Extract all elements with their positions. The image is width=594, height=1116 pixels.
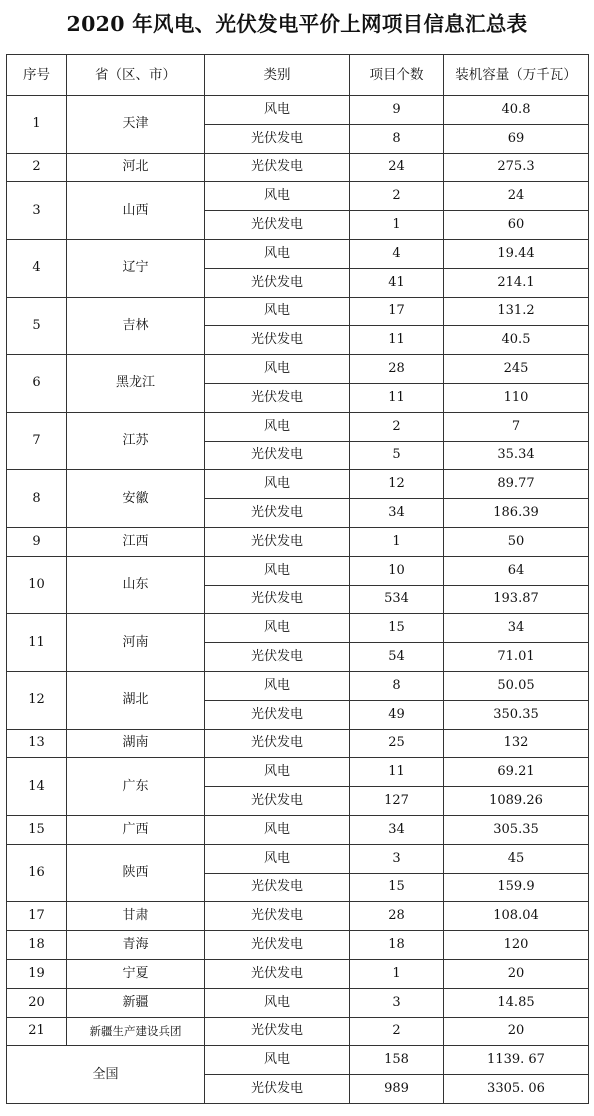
- province-name: 山西: [67, 182, 205, 240]
- project-count: 8: [350, 124, 444, 153]
- installed-capacity: 34: [444, 614, 589, 643]
- row-number: 11: [7, 614, 67, 672]
- total-row: [7, 1046, 589, 1075]
- province-name: 青海: [67, 931, 205, 960]
- project-type: 光伏发电: [205, 959, 350, 988]
- installed-capacity: 69: [444, 124, 589, 153]
- installed-capacity: 275.3: [444, 153, 589, 182]
- province-name: 甘肃: [67, 902, 205, 931]
- province-name: 辽宁: [67, 239, 205, 297]
- project-type: 风电: [205, 671, 350, 700]
- project-count: 127: [350, 787, 444, 816]
- table-row: [7, 182, 589, 211]
- province-name: 江苏: [67, 412, 205, 470]
- header-row: [7, 55, 589, 96]
- installed-capacity: 7: [444, 412, 589, 441]
- project-type: 光伏发电: [205, 326, 350, 355]
- row-number: 6: [7, 355, 67, 413]
- row-number: 19: [7, 959, 67, 988]
- project-count: 3: [350, 988, 444, 1017]
- total-label: 全国: [7, 1046, 205, 1104]
- installed-capacity: 50.05: [444, 671, 589, 700]
- project-type: 光伏发电: [205, 643, 350, 672]
- project-count: 2: [350, 412, 444, 441]
- table-row: [7, 959, 589, 988]
- project-count: 8: [350, 671, 444, 700]
- table-row: [7, 815, 589, 844]
- project-type: 风电: [205, 844, 350, 873]
- installed-capacity: 35.34: [444, 441, 589, 470]
- row-number: 3: [7, 182, 67, 240]
- project-count: 15: [350, 873, 444, 902]
- installed-capacity: 131.2: [444, 297, 589, 326]
- project-type: 光伏发电: [205, 1017, 350, 1046]
- province-name: 河北: [67, 153, 205, 182]
- project-type: 光伏发电: [205, 211, 350, 240]
- project-count: 34: [350, 499, 444, 528]
- project-type: 光伏发电: [205, 499, 350, 528]
- row-number: 20: [7, 988, 67, 1017]
- table-row: [7, 556, 589, 585]
- installed-capacity: 40.5: [444, 326, 589, 355]
- project-count: 15: [350, 614, 444, 643]
- header-count: 项目个数: [350, 55, 444, 96]
- project-summary-table: [6, 54, 589, 1104]
- project-count: 9: [350, 96, 444, 125]
- table-row: [7, 96, 589, 125]
- row-number: 15: [7, 815, 67, 844]
- project-count: 41: [350, 268, 444, 297]
- province-name: 陕西: [67, 844, 205, 902]
- row-number: 9: [7, 527, 67, 556]
- project-type: 光伏发电: [205, 383, 350, 412]
- table-row: [7, 671, 589, 700]
- table-row: [7, 902, 589, 931]
- table-row: [7, 355, 589, 384]
- project-count: 1: [350, 527, 444, 556]
- project-type: 风电: [205, 815, 350, 844]
- project-count: 28: [350, 355, 444, 384]
- installed-capacity: 89.77: [444, 470, 589, 499]
- header-no: 序号: [7, 55, 67, 96]
- project-count: 11: [350, 326, 444, 355]
- project-count: 11: [350, 758, 444, 787]
- project-count: 2: [350, 182, 444, 211]
- project-count: 34: [350, 815, 444, 844]
- total-capacity: 1139. 67: [444, 1046, 589, 1075]
- project-type: 光伏发电: [205, 873, 350, 902]
- row-number: 14: [7, 758, 67, 816]
- project-type: 风电: [205, 556, 350, 585]
- project-count: 1: [350, 211, 444, 240]
- project-type: 光伏发电: [205, 441, 350, 470]
- row-number: 2: [7, 153, 67, 182]
- installed-capacity: 186.39: [444, 499, 589, 528]
- table-row: [7, 412, 589, 441]
- table-row: [7, 988, 589, 1017]
- project-count: 12: [350, 470, 444, 499]
- project-type: 光伏发电: [205, 729, 350, 758]
- table-row: [7, 297, 589, 326]
- project-type: 风电: [205, 412, 350, 441]
- row-number: 8: [7, 470, 67, 528]
- province-name: 宁夏: [67, 959, 205, 988]
- project-type: 风电: [205, 96, 350, 125]
- province-name: 安徽: [67, 470, 205, 528]
- project-count: 28: [350, 902, 444, 931]
- installed-capacity: 40.8: [444, 96, 589, 125]
- project-count: 534: [350, 585, 444, 614]
- installed-capacity: 110: [444, 383, 589, 412]
- installed-capacity: 193.87: [444, 585, 589, 614]
- project-type: 风电: [205, 988, 350, 1017]
- project-type: 风电: [205, 182, 350, 211]
- row-number: 16: [7, 844, 67, 902]
- project-type: 风电: [205, 470, 350, 499]
- project-type: 风电: [205, 614, 350, 643]
- total-count: 158: [350, 1046, 444, 1075]
- installed-capacity: 132: [444, 729, 589, 758]
- project-type: 光伏发电: [205, 700, 350, 729]
- installed-capacity: 1089.26: [444, 787, 589, 816]
- table-row: [7, 931, 589, 960]
- total-type: 风电: [205, 1046, 350, 1075]
- project-type: 风电: [205, 355, 350, 384]
- table-title: 2020 年风电、光伏发电平价上网项目信息汇总表: [66, 12, 528, 36]
- project-type: 光伏发电: [205, 124, 350, 153]
- installed-capacity: 20: [444, 1017, 589, 1046]
- project-count: 24: [350, 153, 444, 182]
- installed-capacity: 19.44: [444, 239, 589, 268]
- header-province: 省（区、市）: [67, 55, 205, 96]
- installed-capacity: 120: [444, 931, 589, 960]
- project-count: 1: [350, 959, 444, 988]
- project-count: 5: [350, 441, 444, 470]
- installed-capacity: 64: [444, 556, 589, 585]
- province-name: 江西: [67, 527, 205, 556]
- project-count: 18: [350, 931, 444, 960]
- table-row: [7, 758, 589, 787]
- table-body: [7, 96, 589, 1104]
- project-type: 光伏发电: [205, 527, 350, 556]
- province-name: 吉林: [67, 297, 205, 355]
- project-count: 54: [350, 643, 444, 672]
- table-row: [7, 614, 589, 643]
- province-name: 黑龙江: [67, 355, 205, 413]
- installed-capacity: 14.85: [444, 988, 589, 1017]
- installed-capacity: 45: [444, 844, 589, 873]
- installed-capacity: 20: [444, 959, 589, 988]
- installed-capacity: 71.01: [444, 643, 589, 672]
- province-name: 河南: [67, 614, 205, 672]
- total-count: 989: [350, 1075, 444, 1104]
- header-type: 类别: [205, 55, 350, 96]
- project-type: 光伏发电: [205, 268, 350, 297]
- project-type: 光伏发电: [205, 585, 350, 614]
- table-row: [7, 527, 589, 556]
- table-row: [7, 729, 589, 758]
- row-number: 5: [7, 297, 67, 355]
- table-row: [7, 844, 589, 873]
- province-name: 新疆生产建设兵团: [67, 1017, 205, 1046]
- province-name: 新疆: [67, 988, 205, 1017]
- province-name: 湖北: [67, 671, 205, 729]
- table-row: [7, 239, 589, 268]
- province-name: 天津: [67, 96, 205, 154]
- project-type: 光伏发电: [205, 153, 350, 182]
- project-count: 11: [350, 383, 444, 412]
- installed-capacity: 350.35: [444, 700, 589, 729]
- installed-capacity: 108.04: [444, 902, 589, 931]
- row-number: 17: [7, 902, 67, 931]
- project-type: 光伏发电: [205, 902, 350, 931]
- installed-capacity: 60: [444, 211, 589, 240]
- project-type: 光伏发电: [205, 931, 350, 960]
- installed-capacity: 69.21: [444, 758, 589, 787]
- province-name: 广西: [67, 815, 205, 844]
- row-number: 10: [7, 556, 67, 614]
- row-number: 12: [7, 671, 67, 729]
- project-count: 4: [350, 239, 444, 268]
- installed-capacity: 159.9: [444, 873, 589, 902]
- project-type: 风电: [205, 758, 350, 787]
- project-count: 49: [350, 700, 444, 729]
- project-count: 25: [350, 729, 444, 758]
- header-capacity: 装机容量（万千瓦）: [444, 55, 589, 96]
- installed-capacity: 24: [444, 182, 589, 211]
- row-number: 21: [7, 1017, 67, 1046]
- project-count: 2: [350, 1017, 444, 1046]
- table-row: [7, 1017, 589, 1046]
- province-name: 山东: [67, 556, 205, 614]
- row-number: 4: [7, 239, 67, 297]
- project-type: 风电: [205, 297, 350, 326]
- installed-capacity: 305.35: [444, 815, 589, 844]
- total-capacity: 3305. 06: [444, 1075, 589, 1104]
- province-name: 广东: [67, 758, 205, 816]
- installed-capacity: 50: [444, 527, 589, 556]
- table-row: [7, 153, 589, 182]
- installed-capacity: 214.1: [444, 268, 589, 297]
- table-row: [7, 470, 589, 499]
- row-number: 1: [7, 96, 67, 154]
- row-number: 13: [7, 729, 67, 758]
- project-count: 17: [350, 297, 444, 326]
- project-type: 光伏发电: [205, 787, 350, 816]
- total-type: 光伏发电: [205, 1075, 350, 1104]
- province-name: 湖南: [67, 729, 205, 758]
- project-count: 10: [350, 556, 444, 585]
- project-count: 3: [350, 844, 444, 873]
- installed-capacity: 245: [444, 355, 589, 384]
- project-type: 风电: [205, 239, 350, 268]
- row-number: 7: [7, 412, 67, 470]
- row-number: 18: [7, 931, 67, 960]
